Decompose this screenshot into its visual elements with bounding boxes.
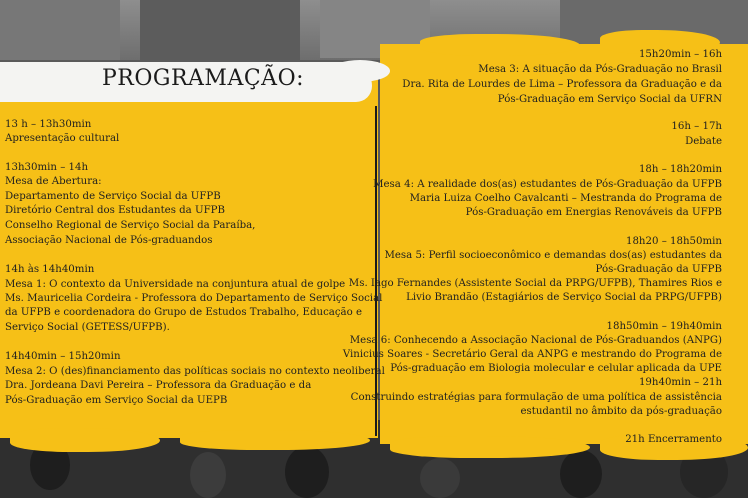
schedule-text: Departamento de Serviço Social da UFPB bbox=[5, 191, 221, 202]
schedule-text: Livio Brandão (Estagiários de Serviço Social da PRPG/UFPB) bbox=[406, 292, 722, 303]
page-title: PROGRAMAÇÃO: bbox=[102, 66, 305, 91]
person bbox=[560, 450, 602, 498]
schedule-time: 16h – 17h bbox=[671, 121, 722, 132]
schedule-text: Mesa 6: Conhecendo a Associação Nacional de Pós-Graduandos (ANPG) bbox=[349, 335, 722, 346]
schedule-text: Apresentação cultural bbox=[5, 133, 120, 144]
schedule-text: Pós-graduação em Biologia molecular e celular aplicada da UPE bbox=[390, 363, 722, 374]
schedule-text: Mesa 3: A situação da Pós-Graduação no Brasil bbox=[478, 64, 722, 75]
title-brush-stroke bbox=[330, 60, 390, 82]
schedule-text: Mesa 5: Perfil socioeconômico e demandas dos(as) estudantes da bbox=[384, 250, 722, 261]
schedule-time: 15h20min – 16h bbox=[638, 49, 722, 60]
schedule-text: Mesa 1: O contexto da Universidade na conjuntura atual de golpe bbox=[5, 279, 346, 290]
schedule-text: Debate bbox=[685, 136, 722, 147]
schedule-text: Ms. Iago Fernandes (Assistente Social da PRPG/UFPB), Thamires Rios e bbox=[348, 278, 722, 289]
schedule-text: Dra. Rita de Lourdes de Lima – Professora da Graduação e da bbox=[402, 79, 722, 90]
schedule-text: Pós-Graduação em Serviço Social da UEPB bbox=[5, 395, 228, 406]
paint-splash bbox=[10, 428, 160, 452]
paint-splash bbox=[390, 436, 590, 458]
schedule-time: 14h40min – 15h20min bbox=[5, 351, 121, 362]
schedule-text: Maria Luiza Coelho Cavalcanti – Mestranda do Programa de bbox=[409, 193, 722, 204]
schedule-time: 13 h – 13h30min bbox=[5, 119, 92, 130]
person bbox=[285, 446, 329, 498]
building bbox=[0, 0, 120, 60]
schedule-text: Vinicius Soares - Secretário Geral da ANPG e mestrando do Programa de bbox=[342, 349, 722, 360]
schedule-text: Pós-Graduação da UFPB bbox=[595, 264, 722, 275]
schedule-text: Mesa 2: O (des)financiamento das políticas sociais no contexto neoliberal bbox=[5, 366, 385, 377]
schedule-text: Mesa 4: A realidade dos(as) estudantes de Pós-Graduação da UFPB bbox=[373, 179, 722, 190]
schedule-text: Diretório Central dos Estudantes da UFPB bbox=[5, 205, 225, 216]
schedule-text: 21h Encerramento bbox=[625, 434, 722, 445]
person bbox=[190, 452, 226, 498]
schedule-text: Conselho Regional de Serviço Social da Paraíba, bbox=[5, 220, 256, 231]
schedule-text: Ms. Mauricelia Cordeira - Professora do Departamento de Serviço Social bbox=[5, 293, 383, 304]
schedule-time: 14h às 14h40min bbox=[5, 264, 95, 275]
schedule-text: da UFPB e coordenadora do Grupo de Estudos Trabalho, Educação e bbox=[5, 307, 363, 318]
schedule-text: Dra. Jordeana Davi Pereira – Professora da Graduação e da bbox=[5, 380, 312, 391]
schedule-time: 18h50min – 19h40min bbox=[606, 321, 722, 332]
schedule-text: Mesa de Abertura: bbox=[5, 176, 102, 187]
building bbox=[140, 0, 300, 62]
schedule-time: 18h20 – 18h50min bbox=[625, 236, 722, 247]
schedule-text: Construindo estratégias para formulação de uma política de assistência bbox=[350, 392, 722, 403]
person bbox=[420, 458, 460, 498]
schedule-text: Serviço Social (GETESS/UFPB). bbox=[5, 322, 170, 333]
schedule-text: estudantil no âmbito da pós-graduação bbox=[520, 406, 722, 417]
column-divider bbox=[375, 106, 377, 436]
schedule-time: 13h30min – 14h bbox=[5, 162, 89, 173]
schedule-time: 19h40min – 21h bbox=[638, 377, 722, 388]
paint-splash bbox=[180, 430, 370, 450]
schedule-time: 18h – 18h20min bbox=[638, 164, 722, 175]
schedule-text: Pós-Graduação em Energias Renováveis da UFPB bbox=[465, 207, 722, 218]
schedule-text: Pós-Graduação em Serviço Social da UFRN bbox=[497, 94, 722, 105]
schedule-text: Associação Nacional de Pós-graduandos bbox=[5, 235, 213, 246]
paint-splash bbox=[420, 34, 580, 56]
